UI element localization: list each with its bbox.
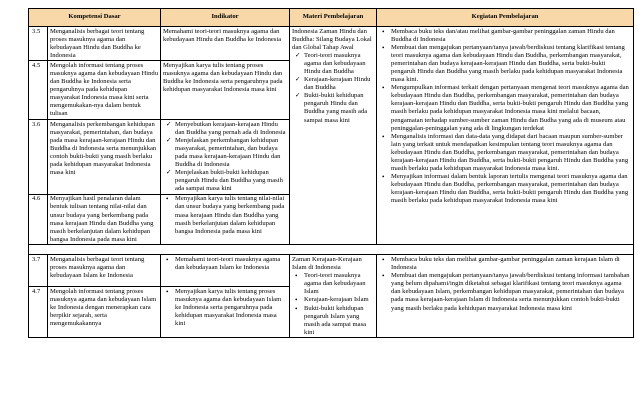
list-item: • Bukti-bukti kehidupan pengaruh Islam yang masih ada sampai masa kini [304, 305, 374, 337]
kd-text: Menganalisis perkembangan kehidupan masyarakat, pemerintahan, dan budaya pada masa kerajaan-kerajaan Hindu dan Buddha di Indonesia serta menunjukkan contoh bukti-bukti yang masih berlaku pada kehidupan masyarakat Indonesia masa kini [48, 120, 161, 195]
list-item: • Menyajikan karya tulis tentang nilai-nilai dan unsur budaya yang berkembang pada masa kerajaan Hindu dan Buddha yang masih berkelanjutan dalam kehidupan bangsa Indonesia pada masa kini [175, 195, 287, 235]
materi-title: Indonesia Zaman Hindu dan Buddha: Silang Budaya Lokal dan Global Tahap Awal [292, 27, 372, 51]
list-item: • Mengumpulkan informasi terkait dengan pertanyaan mengenai teori masuknya agama dan kebudayaan Hindu dan Buddha, perkembangan masyarakat, pemerintahan dan budaya kerajaan-kerajaan Hindu dan Buddha, serta bukti-bukti pengaruh Hindu dan Buddha yang masih berlaku pada kehidupan masyarakat Indonesia masa kini melalui bacaan, pengamatan terhadap sumber-sumber zaman Hindu dan Budha yang ada di museum atau peninggalan-peninggalan yang ada di lingkungan terdekat [391, 84, 631, 133]
syllabus-table [28, 8, 634, 338]
syllabus-page [28, 8, 633, 338]
indikator-text: Memahami teori-teori masuknya agama dan kebudayaan Hindu dan Buddha ke Indonesia [161, 27, 290, 61]
list-item: • Menganalisis informasi dan data-data yang didapat dari bacaan maupun sumber-sumber lain yang terkait untuk mendapatkan kesimpulan tentang teori masuknya agama dan kebudayaan Hindu dan Buddha, perkembangan masyarakat, pemerintahan dan budaya kerajaan-kerajaan Hindu dan Buddha, serta bukti-bukti pengaruh Hindu dan Buddha yang masih berlaku pada kehidupan masyarakat Indonesia masa kini. [391, 133, 631, 173]
list-item: • Membaca buku teks dan/atau melihat gambar-gambar peninggalan zaman Hindu dan Buddha di Indonesia [391, 28, 631, 44]
list-item: • Membuat dan mengajukan pertanyaan/tanya jawab/berdiskusi tentang informasi tambahan yang belum dipahami/ingin diketahui sebagai klarifikasi tentang teori masuknya agama dan kebudayaan Islam, perkembangan kehidupan masyarakat, pemerintahan dan budaya pada masa kerajaan-kerajaan Islam di Indonesia serta menunjukkan contoh bukti-bukti yang masih berlaku pada kehidupan masyarakat Indonesia masa kini [391, 272, 631, 312]
indikator-list [163, 121, 287, 194]
list-item: • Membaca buku teks dan melihat gambar-gambar peninggalan zaman kerajaan Islam di Indonesia [391, 256, 631, 272]
indikator-list [163, 288, 287, 328]
materi-cell [290, 255, 377, 338]
list-item: • Kerajaan-kerajaan Islam [304, 296, 374, 304]
list-item: • Teori-teori masuknya agama dan kebudayaan Islam [304, 272, 374, 296]
list-item: ✓ Kerajaan-kerajaan Hindu dan Buddha [304, 76, 374, 92]
group-divider [29, 245, 634, 255]
kegiatan-cell [377, 27, 634, 245]
table-row [29, 255, 634, 287]
divider-cell [29, 245, 634, 255]
list-item: • Menyajikan informasi dalam bentuk laporan tertulis mengenai teori masuknya agama dan kebudayaan Hindu dan Buddha, perkembangan masyarakat, pemerintahan dan budaya kerajaan-kerajaan Hindu dan Buddha, serta bukti-bukti pengaruh Hindu dan Buddha yang masih berlaku pada kehidupan masyarakat Indonesia masa kini [391, 173, 631, 205]
list-item: • Membuat dan mengajukan pertanyaan/tanya jawab/berdiskusi tentang klarifikasi tentang teori masuknya agama dan kebudayaan Hindu dan Buddha, perkembangan masyarakat, pemerintahan dan budaya kerajaan-kerajaan Hindu dan Buddha, serta bukti-bukti pengaruh Hindu dan Buddha yang masih berlaku pada kehidupan masyarakat Indonesia masa kini. [391, 44, 631, 84]
kd-text: Menyajikan hasil penalaran dalam bentuk tulisan tentang nilai-nilai dan unsur budaya yang berkembang pada masa kerajaan Hindu dan Buddha yang masih berkelanjutan dalam kehidupan bangsa Indonesia pada masa kini [48, 194, 161, 245]
kd-number: 3.6 [29, 120, 48, 195]
kd-text: Mengolah informasi tentang proses masuknya agama dan kebudayaan Hindu dan Buddha ke Indonesia serta pengaruhnya pada kehidupan masyarakat Indonesia masa kini serta mengemukakan-nya dalam bentuk tulisan [48, 61, 161, 120]
list-item: • Menyajikan karya tulis tentang proses masuknya agama dan kebudayaan Islam ke Indonesia serta pengaruhnya pada kehidupan masyarakat Indonesia masa kini [175, 288, 287, 328]
kd-number: 4.7 [29, 287, 48, 338]
indikator-cell [161, 194, 290, 245]
kd-text: Menganalisis berbagai teori tentang proses masuknya agama dan kebudayaan Hindu dan Buddha ke Indonesia [48, 27, 161, 61]
indikator-list [163, 195, 287, 235]
indikator-text: Menyajikan karya tulis tentang proses masuknya agama dan kebudayaan Hindu dan Buddha ke Indonesia serta pengaruhnya pada kehidupan masyarakat Indonesia masa kini [161, 61, 290, 120]
kegiatan-list [379, 28, 631, 206]
header-kompetensi-dasar: Kompetensi Dasar [29, 9, 161, 27]
list-item: ✓ Teori-teori masuknya agama dan kebudayaan Hindu dan Buddha [304, 52, 374, 76]
indikator-cell [161, 287, 290, 338]
table-row [29, 27, 634, 61]
header-materi: Materi Pembelajaran [290, 9, 377, 27]
indikator-cell [161, 255, 290, 287]
header-kegiatan: Kegiatan Pembelajaran [377, 9, 634, 27]
kd-number: 4.6 [29, 194, 48, 245]
kd-text: Menganalisis berbagai teori tentang proses masuknya agama dan kebudayaan Islam ke Indonesia [48, 255, 161, 287]
header-indikator: Indikator [161, 9, 290, 27]
list-item: ✓ Bukti-bukti kehidupan pengaruh Hindu dan Buddha yang masih ada sampai masa kini [304, 92, 374, 124]
materi-list [292, 272, 374, 337]
kegiatan-list [379, 256, 631, 313]
indikator-cell [161, 120, 290, 195]
list-item: ✓ Menjelaskan perkembangan kehidupan masyarakat, pemerintahan, dan budaya pada masa kerajaan-kerajaan Hindu dan Buddha di Indonesia [175, 137, 287, 169]
kd-number: 4.5 [29, 61, 48, 120]
header-row [29, 9, 634, 27]
indikator-list [163, 256, 287, 272]
kd-text: Mengolah informasi tentang proses masuknya agama dan kebudayaan Islam ke Indonesia dengan menerapkan cara berpikir sejarah, serta mengemukakannya [48, 287, 161, 338]
kegiatan-cell [377, 255, 634, 338]
materi-title: Zaman Kerajaan-Kerajaan Islam di Indonesia [292, 255, 362, 272]
list-item: ✓ Menyebutkan kerajaan-kerajaan Hindu dan Buddha yang pernah ada di Indonesia [175, 121, 287, 137]
list-item: ✓ Menjelaskan bukti-bukti kehidupan pengaruh Hindu dan Buddha yang masih ada sampai masa kini [175, 169, 287, 193]
kd-number: 3.5 [29, 27, 48, 61]
list-item: • Memahami teori-teori masuknya agama dan kebudayaan Islam ke Indonesia [175, 256, 287, 272]
materi-list [292, 52, 374, 125]
kd-number: 3.7 [29, 255, 48, 287]
materi-cell [290, 27, 377, 245]
